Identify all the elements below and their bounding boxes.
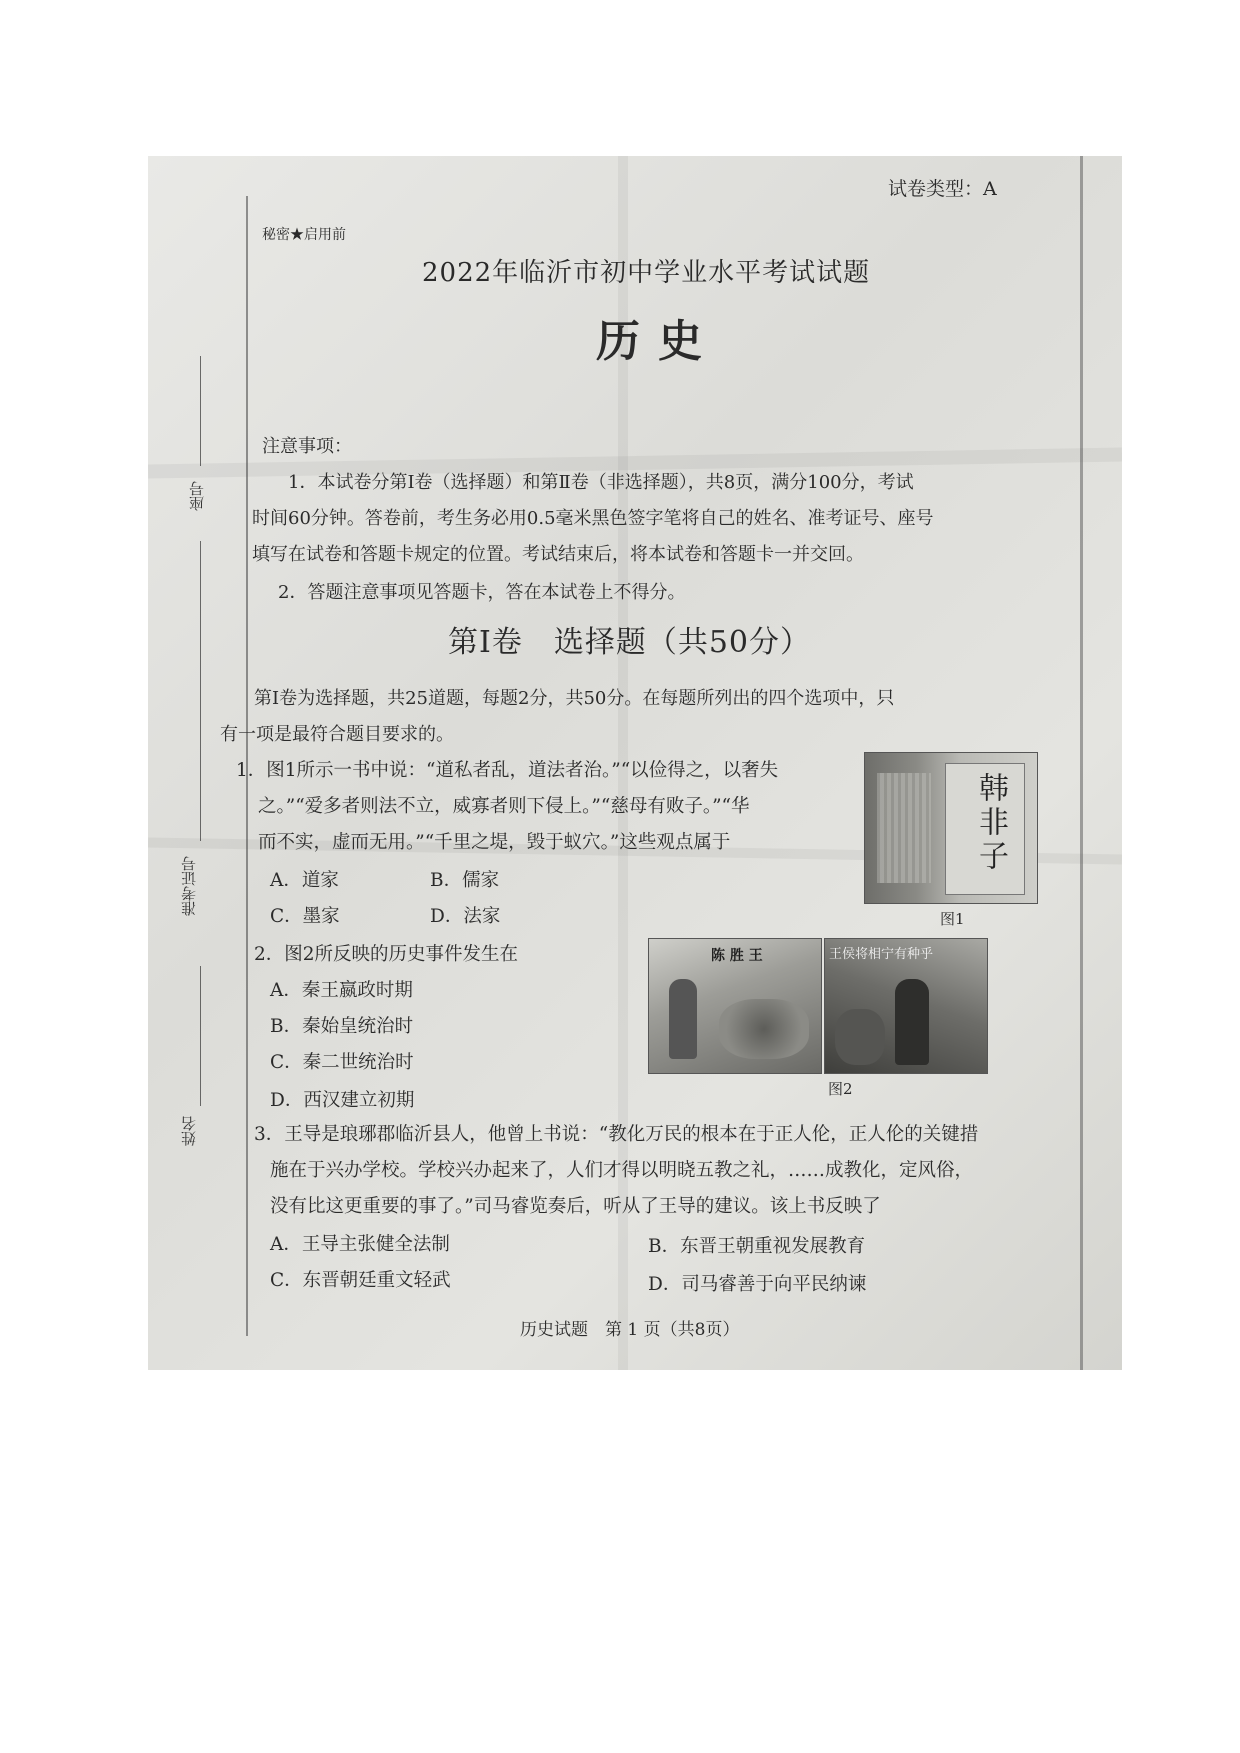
confidential-mark: 秘密★启用前 — [262, 227, 346, 243]
question-1-option-b: B．儒家 — [430, 870, 500, 891]
question-1-option-d: D．法家 — [430, 906, 501, 927]
question-1-line: 之。”“爱多者则法不立，威寡者则下侵上。”“慈母有败子。”“华 — [258, 796, 750, 817]
question-1-line: 1．图1所示一书中说：“道私者乱，道法者治。”“以俭得之，以奢失 — [236, 760, 779, 781]
figure-1-image — [864, 752, 1038, 904]
figure-1-caption: 图1 — [940, 910, 965, 928]
book-cover — [945, 763, 1025, 895]
seat-line — [200, 356, 201, 466]
page-footer: 历史试题 第 1 页（共8页） — [520, 1320, 740, 1340]
question-2-option-a: A．秦王嬴政时期 — [270, 980, 413, 1001]
ticket-line — [200, 541, 201, 841]
question-3-option-c: C．东晋朝廷重文轻武 — [270, 1270, 451, 1291]
notice-line: 填写在试卷和答题卡规定的位置。考试结束后，将本试卷和答题卡一并交回。 — [252, 544, 864, 565]
question-3-line: 施在于兴办学校。学校兴办起来了，人们才得以明晓五教之礼，……成教化，定风俗， — [270, 1160, 974, 1181]
notice-line: 2．答题注意事项见答题卡，答在本试卷上不得分。 — [278, 582, 686, 603]
section-title: 第Ⅰ卷 选择题（共50分） — [448, 625, 812, 660]
question-3-option-a: A．王导主张健全法制 — [270, 1234, 450, 1255]
exam-sheet — [148, 156, 1122, 1370]
question-3-line: 没有比这更重要的事了。”司马睿览奏后，听从了王导的建议。该上书反映了 — [270, 1196, 881, 1217]
notice-heading: 注意事项： — [262, 436, 352, 457]
question-1-option-a: A．道家 — [270, 870, 339, 891]
figure-2-caption: 图2 — [828, 1080, 853, 1098]
page-edge — [1080, 156, 1083, 1370]
section-intro: 第Ⅰ卷为选择题，共25道题，每题2分，共50分。在每题所列出的四个选项中，只 — [254, 688, 895, 709]
paper-type: 试卷类型：A — [888, 178, 997, 200]
question-1-line: 而不实，虚而无用。”“千里之堤，毁于蚁穴。”这些观点属于 — [258, 832, 731, 853]
question-2-option-b: B．秦始皇统治时 — [270, 1016, 414, 1037]
notice-line: 时间60分钟。答卷前，考生务必用0.5毫米黑色签字笔将自己的姓名、准考证号、座号 — [252, 508, 934, 529]
question-1-option-c: C．墨家 — [270, 906, 340, 927]
question-2-option-d: D．西汉建立初期 — [270, 1090, 415, 1111]
question-3-line: 3．王导是琅琊郡临沂县人，他曾上书说：“教化万民的根本在于正人伦，正人伦的关键措 — [254, 1124, 979, 1145]
exam-title: 2022年临沂市初中学业水平考试试题 — [422, 258, 871, 288]
notice-line: 1．本试卷分第Ⅰ卷（选择题）和第Ⅱ卷（非选择题），共8页，满分100分，考试 — [288, 472, 914, 493]
book-title: 韩非子 — [973, 772, 1008, 874]
figure-person — [895, 979, 929, 1065]
seat-label: 座号 — [188, 481, 206, 511]
figure-crowd — [835, 1009, 885, 1065]
book-pages — [877, 773, 931, 883]
section-intro: 有一项是最符合题目要求的。 — [220, 724, 454, 745]
figure-2-left-image — [648, 938, 822, 1074]
subject-title: 历史 — [596, 316, 720, 367]
name-label: 姓名 — [180, 1116, 198, 1146]
question-3-option-d: D．司马睿善于向平民纳谏 — [648, 1274, 867, 1295]
figure-crowd — [719, 999, 809, 1059]
figure-2-right-label: 王侯将相宁有种乎 — [829, 947, 934, 962]
question-2-option-c: C．秦二世统治时 — [270, 1052, 414, 1073]
question-3-option-b: B．东晋王朝重视发展教育 — [648, 1236, 866, 1257]
figure-2-right-image — [824, 938, 988, 1074]
figure-person — [669, 979, 697, 1059]
ticket-label: 准考证号 — [180, 856, 198, 916]
question-2-line: 2．图2所反映的历史事件发生在 — [254, 944, 519, 965]
figure-2-left-label: 陈 胜 王 — [711, 948, 763, 964]
name-line — [200, 966, 201, 1106]
